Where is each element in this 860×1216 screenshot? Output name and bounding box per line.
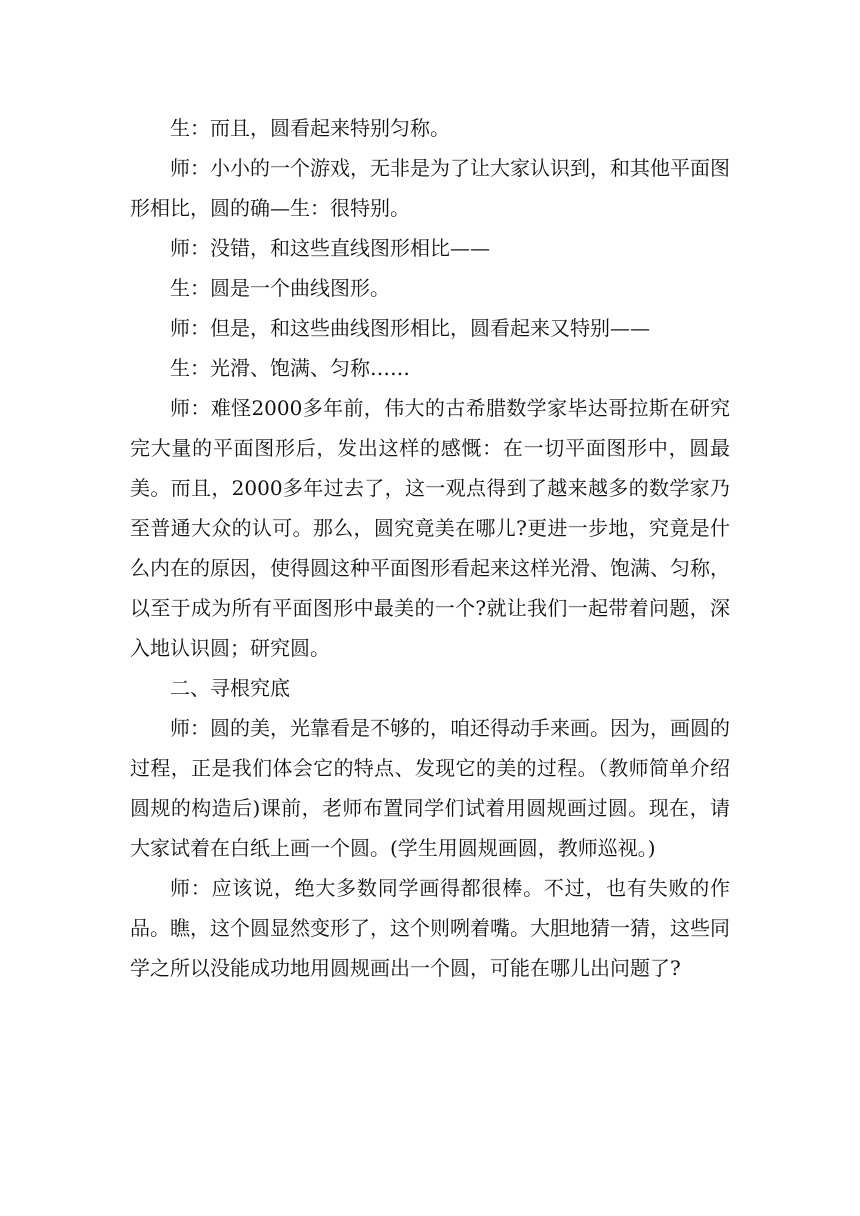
paragraph: 师：没错，和这些直线图形相比—— [170, 236, 490, 260]
paragraph: 师：小小的一个游戏，无非是为了让大家认识到，和其他平面图形相比，圆的确—生：很特别。 [130, 156, 730, 220]
paragraph: 师：难怪2000多年前，伟大的古希腊数学家毕达哥拉斯在研究完大量的平面图形后，发出这样的感慨：在一切平面图形中，圆最美。而且，2000多年过去了，这一观点得到了越来越多的数学家乃至普通大众的认可。那么，圆究竟美在哪儿?更进一步地，究竟是什么内在的原因，使得圆这种平面图形看起来这样光滑、饱满、匀称，以至于成为所有平面图形中最美的一个?就让我们一起带着问题，深入地认识圆；研究圆。 [130, 396, 730, 660]
paragraph: 师：应该说，绝大多数同学画得都很棒。不过，也有失败的作品。瞧，这个圆显然变形了，这个则咧着嘴。大胆地猜一猜，这些同学之所以没能成功地用圆规画出一个圆，可能在哪儿出问题了? [130, 876, 730, 980]
paragraph: 师：但是，和这些曲线图形相比，圆看起来又特别—— [170, 316, 650, 340]
paragraph: 生：光滑、饱满、匀称…… [170, 356, 410, 380]
paragraph: 师：圆的美，光靠看是不够的，咱还得动手来画。因为，画圆的过程，正是我们体会它的特点、发现它的美的过程。（教师简单介绍圆规的构造后)课前，老师布置同学们试着用圆规画过圆。现在，请大家试着在白纸上画一个圆。(学生用圆规画圆，教师巡视。) [130, 716, 730, 860]
section-heading: 二、寻根究底 [170, 676, 290, 700]
paragraph: 生：而且，圆看起来特别匀称。 [170, 116, 450, 140]
paragraph: 生：圆是一个曲线图形。 [170, 276, 390, 300]
document-body [130, 108, 730, 988]
